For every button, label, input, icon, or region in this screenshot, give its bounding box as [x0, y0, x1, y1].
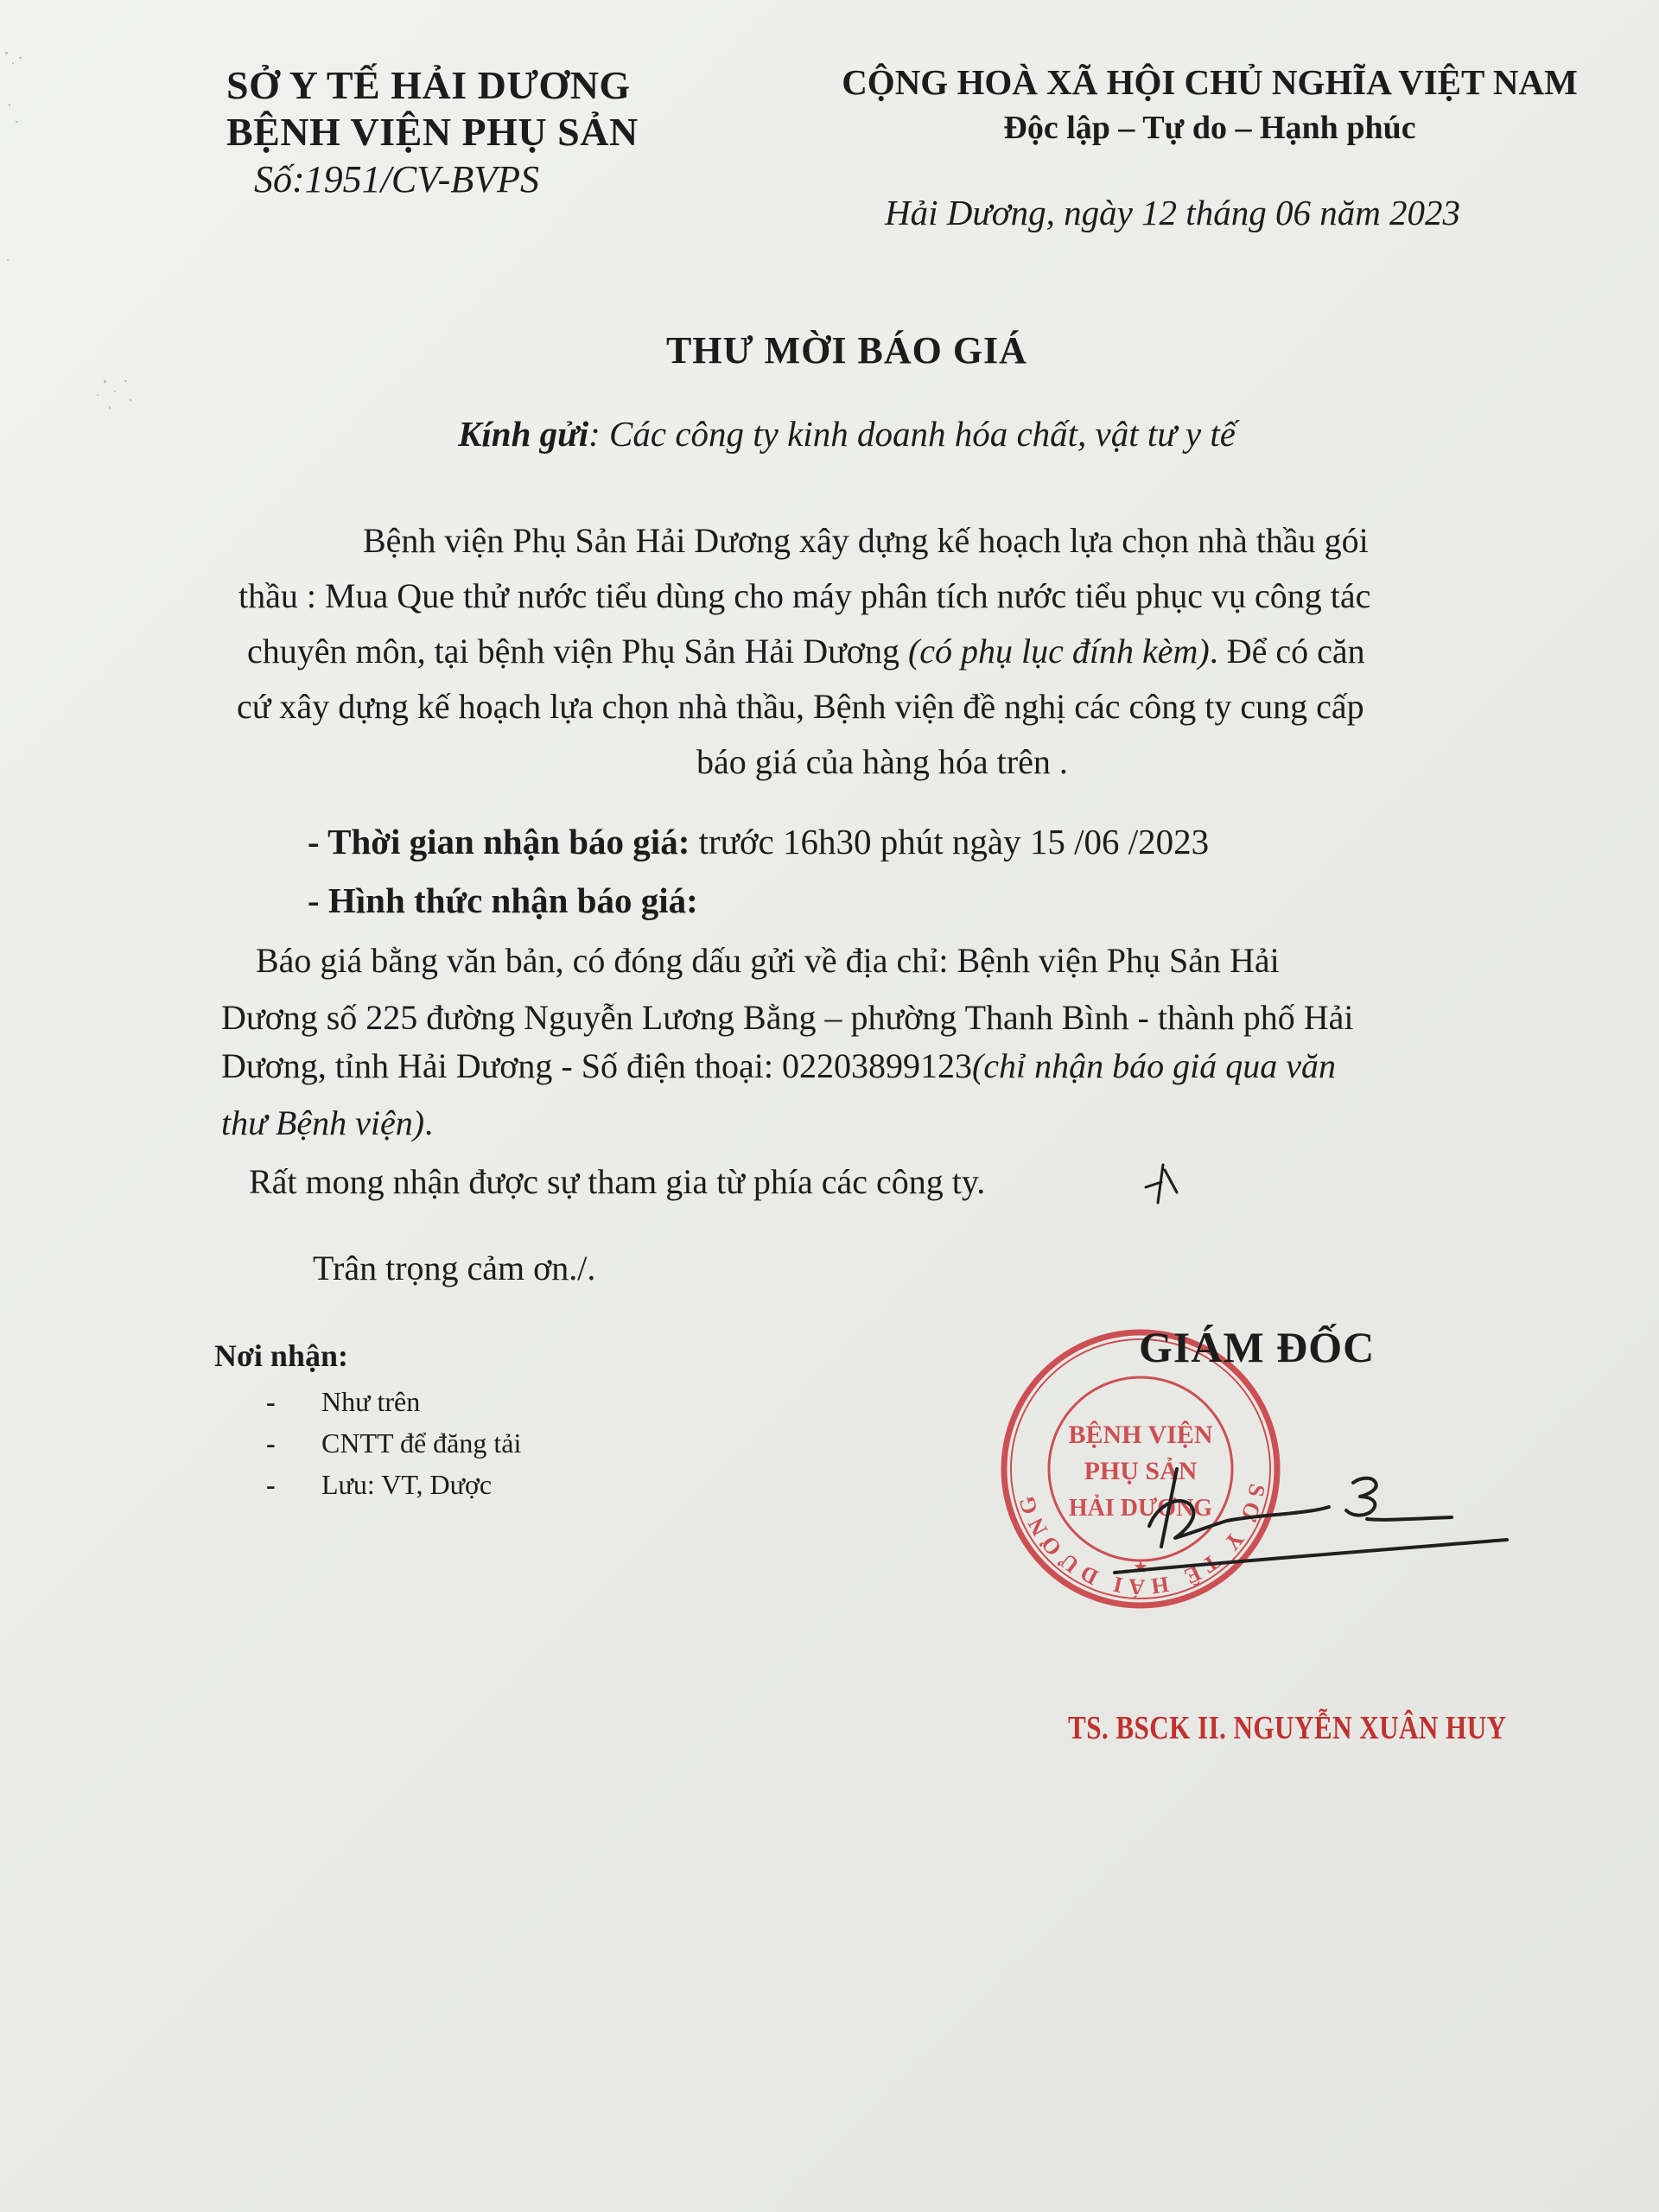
stamp-star-icon: ★ — [1133, 1556, 1148, 1577]
intro-line-3a: chuyên môn, tại bệnh viện Phụ Sản Hải Dương — [247, 632, 908, 671]
intro-line-1: Bệnh viện Phụ Sản Hải Dương xây dựng kế hoạch lựa chọn nhà thầu gói — [363, 521, 1369, 560]
closing-thanks: Trân trọng cảm ơn./. — [313, 1249, 596, 1287]
method-line-3 — [221, 1039, 1336, 1094]
scan-marks — [0, 0, 138, 484]
list-bullet: - — [266, 1469, 276, 1500]
intro-line-5: báo giá của hàng hóa trên . — [696, 742, 1068, 781]
intro-line-3 — [247, 624, 1365, 679]
intro-line-2: thầu : Mua Que thử nước tiểu dùng cho máy phân tích nước tiểu phục vụ công tác — [238, 576, 1371, 615]
handwritten-signature — [1097, 1443, 1529, 1581]
recipients-title: Nơi nhận: — [214, 1338, 348, 1373]
recipient-item: Lưu: VT, Dược — [321, 1469, 493, 1500]
deadline-line — [308, 821, 1209, 862]
method-line-4a: thư Bệnh viện) — [221, 1103, 425, 1142]
stamp-line-3: HẢI DƯƠNG — [1068, 1495, 1213, 1522]
issuer-department: SỞ Y TẾ HẢI DƯƠNG — [226, 63, 631, 107]
closing-request: Rất mong nhận được sự tham gia từ phía các công ty. — [249, 1162, 986, 1201]
method-line-4 — [221, 1096, 433, 1151]
intro-line-4: cứ xây dựng kế hoạch lựa chọn nhà thầu, Bệnh viện đề nghị các công ty cung cấp — [237, 687, 1364, 726]
issuer-hospital: BỆNH VIỆN PHỤ SẢN — [226, 110, 639, 154]
national-title: CỘNG HOÀ XÃ HỘI CHỦ NGHĨA VIỆT NAM — [842, 62, 1578, 102]
document-date: Hải Dương, ngày 12 tháng 06 năm 2023 — [885, 193, 1461, 232]
method-line-2: Dương số 225 đường Nguyễn Lương Bằng – phường Thanh Bình - thành phố Hải — [221, 998, 1354, 1037]
issuer-block — [226, 62, 676, 204]
list-bullet: - — [266, 1386, 276, 1417]
recipient-text: : Các công ty kinh doanh hóa chất, vật tư y tế — [588, 414, 1236, 454]
national-heading — [778, 59, 1642, 150]
deadline-label: - Thời gian nhận báo giá: — [308, 822, 690, 861]
method-line-1: Báo giá bằng văn bản, có đóng dấu gửi về địa chỉ: Bệnh viện Phụ Sản Hải — [256, 941, 1280, 980]
recipient-label: Kính gửi — [458, 414, 589, 454]
annex-note: (có phụ lục đính kèm) — [907, 632, 1210, 671]
method-label: - Hình thức nhận báo giá: — [308, 880, 698, 920]
stamp-line-1: BỆNH VIỆN — [1068, 1421, 1213, 1449]
intro-line-3c: . Để có căn — [1209, 632, 1365, 671]
method-line-3b: (chỉ nhận báo giá qua văn — [971, 1046, 1337, 1085]
handwritten-checkmark — [1139, 1158, 1191, 1210]
recipient-line — [0, 413, 1659, 454]
signer-name: TS. BSCK II. NGUYỄN XUÂN HUY — [1068, 1710, 1507, 1746]
method-line-3a: Dương, tỉnh Hải Dương - Số điện thoại: 02203899123 — [221, 1046, 972, 1085]
method-line-4b: . — [424, 1103, 434, 1142]
recipient-item: CNTT để đăng tải — [321, 1427, 522, 1459]
document-number: Số:1951/CV-BVPS — [254, 158, 539, 200]
stamp-line-2: PHỤ SẢN — [1084, 1457, 1198, 1485]
list-bullet: - — [266, 1427, 276, 1459]
national-motto: Độc lập – Tự do – Hạnh phúc — [1003, 110, 1416, 146]
recipient-item: Như trên — [321, 1386, 421, 1417]
document-title: THƯ MỜI BÁO GIÁ — [666, 329, 1027, 372]
deadline-value: trước 16h30 phút ngày 15 /06 /2023 — [690, 822, 1210, 861]
stamp-ring-text: SỞ Y TẾ HẢI DƯƠNG — [1012, 1481, 1270, 1600]
signer-position: GIÁM ĐỐC — [1139, 1323, 1376, 1371]
